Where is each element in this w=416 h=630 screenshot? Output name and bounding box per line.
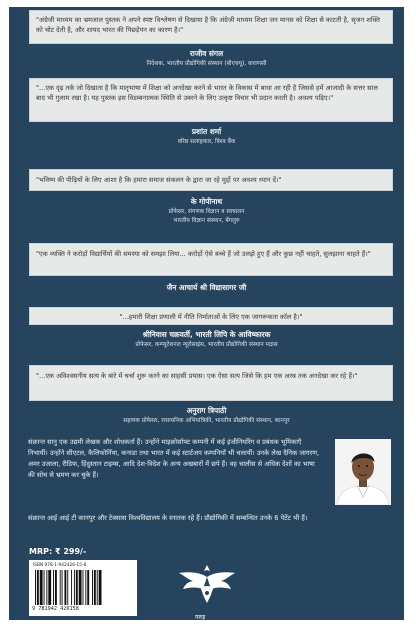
quote-author: के गोपीनाथ <box>190 197 223 206</box>
barcode-bar <box>64 570 66 605</box>
barcode-bar <box>71 570 72 605</box>
quote-author-role: वरिष्ठ सलाहकार, विश्व बैंक <box>177 139 236 145</box>
barcode-bar <box>76 570 78 605</box>
quote-author: अनुराग त्रिपाठी <box>186 406 227 415</box>
garuda-logo-icon <box>177 563 237 615</box>
quote-text: "अंग्रेजी माध्यम का भ्रमजाल पुस्तक ने अपने स्पष्ट विश्लेषण से दिखाया है कि अंग्रेजी माध्यम शिक्षा जन मानस को शिक्षा से काटती है, सृजन शक्ति को चोट देती है, और शायद भारत की पिछड़ेपन का कारण है।" <box>36 16 380 34</box>
quote-author-role: सहायक प्रोफेसर, रासायनिक अभियांत्रिकी, भारतीय प्रौद्योगिकी संस्थान, कानपुर <box>123 418 290 424</box>
quote-box-5 <box>29 307 393 325</box>
barcode-bar <box>46 570 47 605</box>
quote-author: राजीव संगल <box>189 49 224 58</box>
quote-text: "एक व्यक्ति ने करोड़ों विद्यार्थियों की समस्या को समझा लिया... करोड़ों ऐसे बच्चे हैं जो उलझे हुए हैं और कुछ नहीं चाहते, सुलझाना चाहते हैं।" <box>36 250 371 258</box>
barcode-bar <box>48 570 51 605</box>
quote-author-role: भारतीय विज्ञान संस्थान, बेंगलुरु <box>173 218 240 224</box>
barcode-bar <box>74 570 75 605</box>
barcode-bar <box>94 570 96 605</box>
barcode-bars <box>35 570 131 605</box>
quote-text: "...एक दृढ़ तर्क जो दिखाता है कि मातृभाषा में शिक्षा को अनदेखा करने से भारत के विकास में बाधा आ रही है जिससे हमें आजादी के सत्तर साल बाद भी गुलाम रखा है। यह पुस्तक इस विडम्बनात्मक स्थिति से उबरने के लिए उत्कृष्ट विचार भी प्रदान करती है। अवश्य पढ़िए।" <box>36 84 378 102</box>
quote-author: प्रशांत शर्मा <box>191 127 222 136</box>
quote-box-4 <box>29 243 393 276</box>
price-label: MRP: ₹ 299/- <box>29 547 87 556</box>
quote-box-6 <box>29 365 393 401</box>
barcode-bar <box>92 570 93 605</box>
barcode-bar <box>35 570 36 605</box>
barcode-bar <box>67 570 68 605</box>
barcode-bar <box>40 570 43 605</box>
author-bio-education: संक्रान्त आई आई टी कानपुर और टेक्सास विश्वविद्यालय के स्नातक रहे हैं। प्रौद्योगिकी में सम्बन्धित उनके 6 पेटेंट भी हैं। <box>28 514 308 522</box>
quote-box-1 <box>29 10 393 44</box>
barcode-bar <box>87 570 89 605</box>
barcode-bar <box>85 570 86 605</box>
barcode-bar <box>83 570 84 605</box>
quote-author-role: प्रोफेसर, संगणक विज्ञान व स्वचालन <box>168 209 245 215</box>
quote-author-role: प्रोफेसर, कम्प्यूटेशनल न्यूरोसाइंस, भारतीय प्रौद्योगिकी संस्थान मद्रास <box>135 342 278 348</box>
quote-author: जैन आचार्य श्री विद्यासागर जी <box>166 283 247 292</box>
barcode-bar <box>79 570 82 605</box>
quote-author-role: निदेशक, भारतीय प्रौद्योगिकी संस्थान (बीएचयू), वाराणसी <box>146 61 267 67</box>
quote-text: "...एक अविश्वसनीय सत्य के बारे में चर्चा शुरू करने का साहसी प्रयास। एक ऐसा सत्य जिसे कि हम एक अरब तक अनदेखा कर रहे हैं।" <box>36 372 358 380</box>
author-photo <box>335 439 391 505</box>
barcode-bar <box>37 570 39 605</box>
barcode-bar <box>99 570 102 605</box>
quote-text: "भविष्य की पीढ़ियों के लिए आशा है कि हमारा समाज संकलन के द्वारा जा रहे मुद्दों पर अवश्य ध्यान दें।" <box>36 176 282 184</box>
isbn-barcode <box>29 560 137 616</box>
barcode-bar <box>55 570 57 605</box>
publisher-name: गरुड़ <box>195 614 206 620</box>
quote-box-2 <box>29 78 393 122</box>
quote-box-3 <box>29 169 393 191</box>
barcode-bar <box>44 570 45 605</box>
barcode-bar <box>53 570 54 605</box>
barcode-bar <box>97 570 98 605</box>
author-bio: संक्रान्त सानु एक उद्यमी लेखक और शोधकर्ता हैं। उन्होंने माइक्रोसॉफ्ट कम्पनी में कई इंजीनियरिंग व प्रबंधक भूमिकाएँ निभायीं। उन्होंने सीएटल, कैलिफोर्निया, कनाडा तथा भारत में कई स्टार्टअप कम्पनियाँ भी चलायीं। उनके लेख दैनिक जागरण, अमर उजाला, रीडिफ, हिंदुस्तान टाइम्स, आदि देश-विदेश के अन्य अखबारों में छपे हैं। वह चालीस से अधिक देशों का भाषा की सोच से भ्रमण कर चुके हैं। <box>28 438 320 479</box>
quote-text: "...हमारी शिक्षा प्रणाली में नीति निर्माताओं के लिए एक जागरूकता कॉल है।" <box>119 313 303 321</box>
isbn-label: ISBN 978-1-942426-15-8 <box>33 563 87 568</box>
barcode-bar <box>60 570 61 605</box>
barcode-bar <box>62 570 63 605</box>
isbn-number: 9 781942 426158 <box>32 606 79 612</box>
back-cover <box>9 7 404 620</box>
quote-author: श्रीनिवास चक्रवर्ती, भारती लिपि के आविष्कारक <box>142 330 271 339</box>
